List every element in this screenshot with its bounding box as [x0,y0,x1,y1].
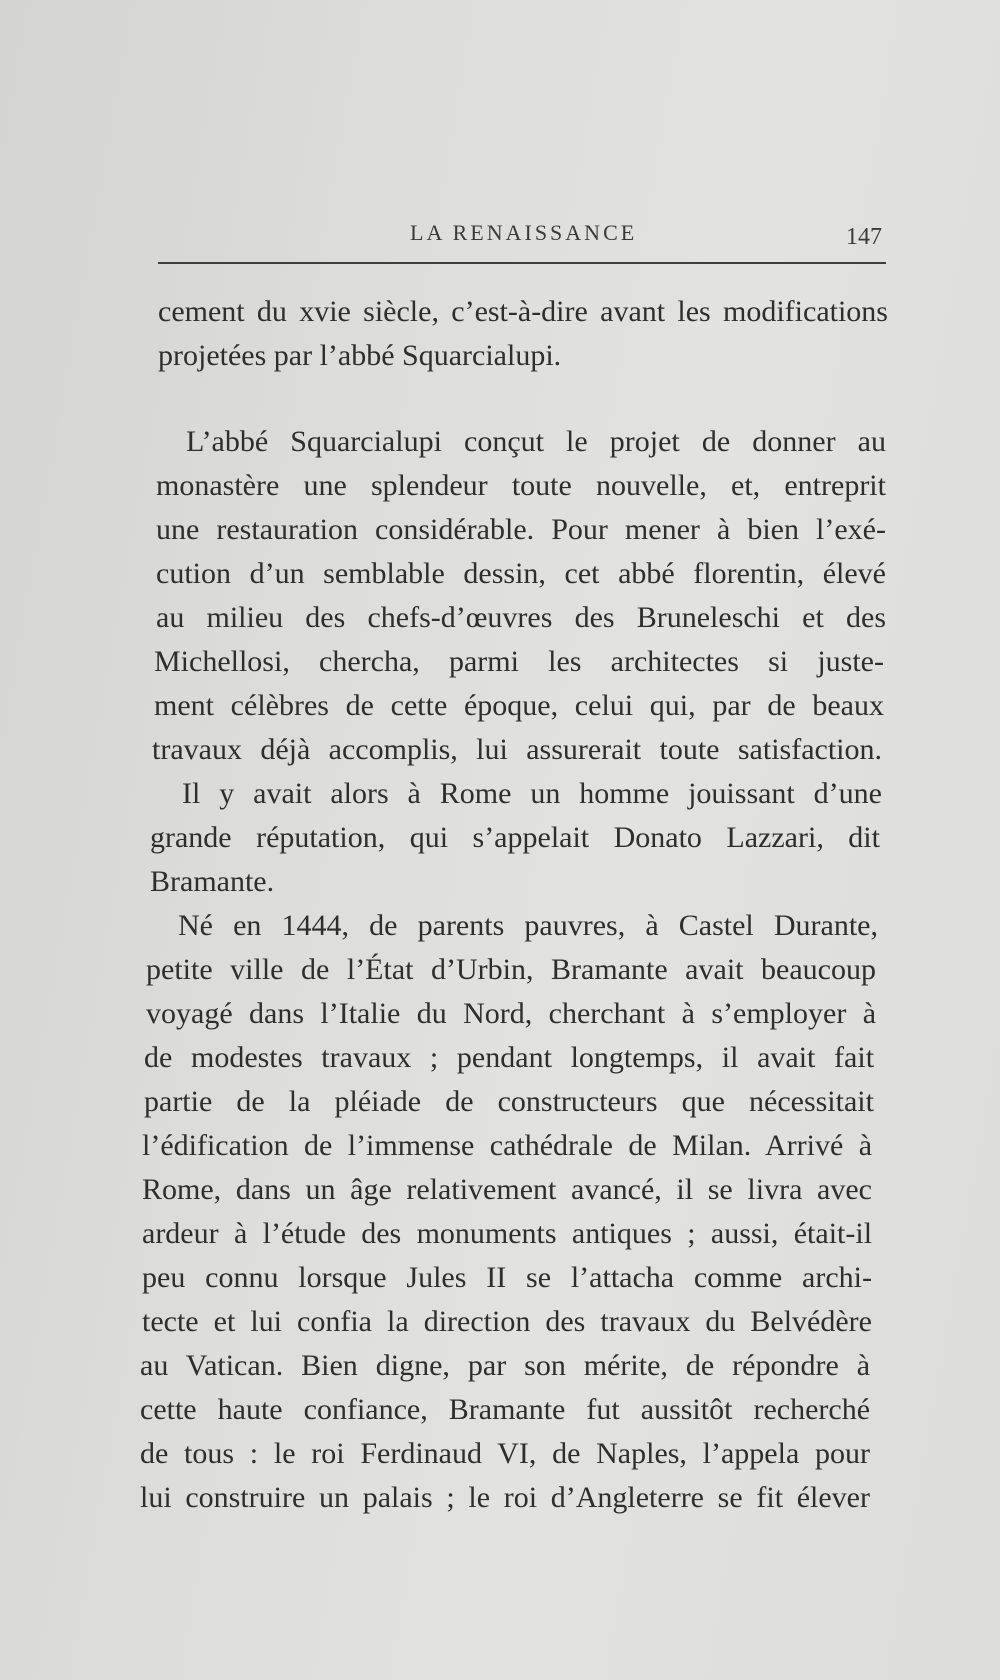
running-title: LA RENAISSANCE [410,220,638,245]
page-number: 147 [846,224,882,250]
body-text: cement du xvie siècle, c’est-à-dire avant les modifications projetées par l’abbé Squarcialupi. L’abbé Squarcialupi conçut le projet de donner au monastère une splendeur toute nouvelle, et, entreprit une restauration considérable. Pour mener à bien l’exé- cution d’un semblable dessin, cet abbé florentin, élevé au milieu des chefs-d’œuvres des Bruneleschi et des Michellosi, chercha, parmi les architectes si juste- ment célèbres de cette époque, celui qui, par de beaux travaux déjà accomplis, lui assurerait toute satisfaction. Il y avait alors à Rome un homme jouissant d’une grande réputation, qui s’appelait Donato Lazzari, dit Bramante. Né en 1444, de parents pauvres, à Castel Durante, petite ville de l’État d’Urbin, Bramante avait beaucoup voyagé dans l’Italie du Nord, cherchant à s’employer à de modestes travaux ; pendant longtemps, il avait fait partie de la pléiade de constructeurs que nécessitait l’édification de l’immense cathédrale de Milan. Arrivé à Rome, dans un âge relativement avancé, il se livra avec ardeur à l’étude des monuments antiques ; aussi, était-il peu connu lorsque Jules II se l’attacha comme archi- tecte et lui confia la direction des travaux du Belvédère au Vatican. Bien digne, par son mérite, de répondre à cette haute confiance, Bramante fut aussitôt recherché de tous : le roi Ferdinaud VI, de Naples, l’appela pour lui construire un palais ; le roi d’Angleterre se fit élever [140,295,888,1514]
